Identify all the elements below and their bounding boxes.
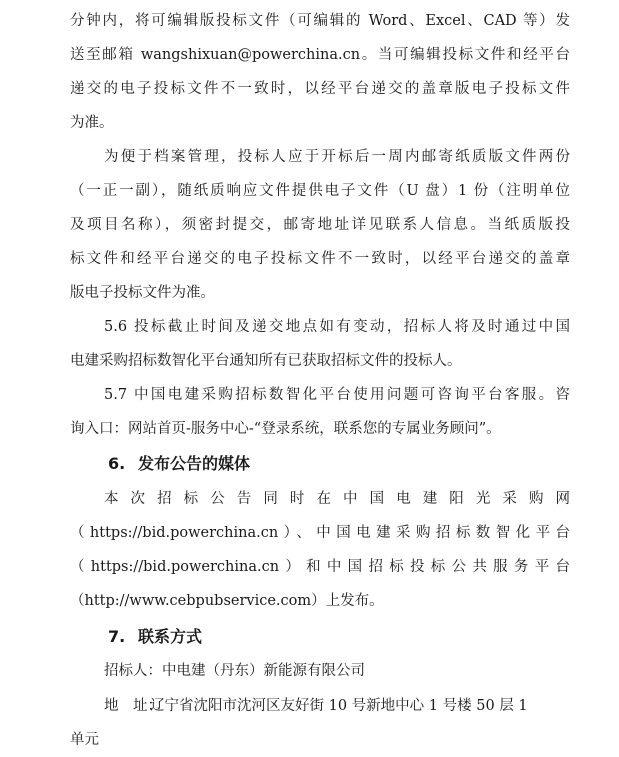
paragraph-line: （https://bid.powerchina.cn）和中国招标投标公共服务平台 xyxy=(70,559,570,575)
section-7-heading xyxy=(108,626,202,648)
section-title: 发布公告的媒体 xyxy=(138,454,251,473)
paragraph-line: 为准。 xyxy=(70,115,114,131)
clause-5-6-line: 电建采购招标数智化平台通知所有已获取招标文件的投标人。 xyxy=(70,353,462,369)
clause-5-7-line: 询入口：网站首页-服务中心-“登录系统，联系您的专属业务顾问”。 xyxy=(70,421,501,437)
paragraph-line: （https://bid.powerchina.cn）、中国电建采购招标数智化平台 xyxy=(70,525,570,541)
paragraph-line: （http://www.cebpubservice.com）上发布。 xyxy=(70,593,384,609)
section-6-heading xyxy=(108,453,250,475)
section-number: 6. xyxy=(108,454,126,473)
clause-5-7-line: 5.7 中国电建采购招标数智化平台使用问题可咨询平台客服。咨 xyxy=(104,387,570,403)
section-title: 联系方式 xyxy=(138,627,203,646)
paragraph-line: 版电子投标文件为准。 xyxy=(70,285,215,301)
paragraph-line: 送至邮箱 wangshixuan@powerchina.cn。当可编辑投标文件和经平台 xyxy=(70,47,570,63)
address-line xyxy=(104,696,570,716)
paragraph-line: 分钟内，将可编辑版投标文件（可编辑的 Word、Excel、CAD 等）发 xyxy=(70,13,570,29)
section-number: 7. xyxy=(108,627,126,646)
clause-5-6-line: 5.6 投标截止时间及递交地点如有变动，招标人将及时通过中国 xyxy=(104,319,570,335)
paragraph-line: 递交的电子投标文件不一致时，以经平台递交的盖章版电子投标文件 xyxy=(70,81,570,97)
paragraph-line: （一正一副），随纸质响应文件提供电子文件（U 盘）1 份（注明单位 xyxy=(70,183,570,199)
bidder-line: 招标人：中电建（丹东）新能源有限公司 xyxy=(104,663,365,679)
paragraph-line: 为便于档案管理，投标人应于开标后一周内邮寄纸质版文件两份 xyxy=(104,149,570,165)
paragraph-line: 本次招标公告同时在中国电建阳光采购网 xyxy=(104,491,570,507)
paragraph-line: 标文件和经平台递交的电子投标文件不一致时，以经平台递交的盖章 xyxy=(70,251,570,267)
address-label: 地 址： xyxy=(104,698,162,714)
paragraph-line: 及项目名称），须密封提交，邮寄地址详见联系人信息。当纸质版投 xyxy=(70,217,570,233)
address-line-continued: 单元 xyxy=(70,732,99,748)
address-value: 辽宁省沈阳市沈河区友好街 10 号新地中心 1 号楼 50 层 1 xyxy=(150,698,528,714)
